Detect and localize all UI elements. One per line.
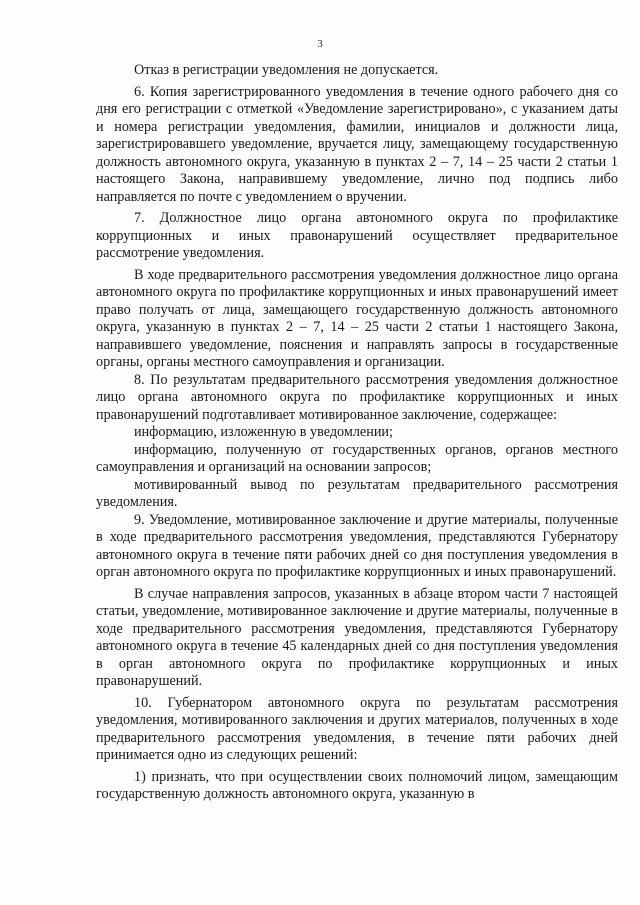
- document-body: [96, 62, 618, 804]
- paragraph-item-8: 8. По результатам предварительного рассмотрения уведомления должностное лицо органа автономного округа по профилактике коррупционных и иных правонарушений подготавливает мотивированное заключение, содержащее:: [96, 371, 618, 423]
- paragraph-item-9-requests: В случае направления запросов, указанных в абзаце втором части 7 настоящей статьи, уведомление, мотивированное заключение и другие материалы, полученные в ходе предварительного рассмотрения уведомления, представляются Губернатору автономного округа в течение 45 календарных дней со дня поступления уведомления в орган автономного округа по профилактике коррупционных и иных правонарушений.: [96, 585, 618, 689]
- paragraph-item-8-info-received: информацию, полученную от государственных органов, органов местного самоуправления и организаций на основании запросов;: [96, 441, 618, 475]
- page-number: 3: [317, 38, 323, 50]
- paragraph-item-10-decision-1: 1) признать, что при осуществлении своих полномочий лицом, замещающим государственную должность автономного округа, указанную в: [96, 768, 618, 802]
- paragraph-item-7: 7. Должностное лицо органа автономного округа по профилактике коррупционных и иных правонарушений осуществляет предварительное рассмотрение уведомления.: [96, 210, 618, 261]
- paragraph-item-8-info: информацию, изложенную в уведомлении;: [134, 424, 393, 440]
- paragraph-item-7-rights: В ходе предварительного рассмотрения уведомления должностное лицо органа автономного округа по профилактике коррупционных и иных правонарушений имеет право получать от лица, замещающего государственную должность автономного округа, указанную в пунктах 2 – 7, 14 – 25 части 2 статьи 1 настоящего Закона, направившего уведомление, пояснения и направлять запросы в государственные органы, органы местного самоуправления и организации.: [96, 266, 618, 370]
- paragraph-refusal: Отказ в регистрации уведомления не допускается.: [134, 62, 439, 78]
- paragraph-item-6: 6. Копия зарегистрированного уведомления в течение одного рабочего дня со дня его регистрации с отметкой «Уведомление зарегистрировано», с указанием даты и номера регистрации уведомления, фамилии, инициалов и должности лица, зарегистрировавшего уведомление, вручается лицу, замещающему государственную должность автономного округа, указанную в пунктах 2 – 7, 14 – 25 части 2 статьи 1 настоящего Закона, направившему уведомление, лично под подпись либо направляется по почте с уведомлением о вручении.: [96, 83, 618, 205]
- paragraph-item-9: 9. Уведомление, мотивированное заключение и другие материалы, полученные в ходе предварительного рассмотрения уведомления, представляются Губернатору автономного округа в течение пяти рабочих дней со дня поступления уведомления в орган автономного округа по профилактике коррупционных и иных правонарушений.: [96, 511, 618, 580]
- paragraph-item-8-conclusion: мотивированный вывод по результатам предварительного рассмотрения уведомления.: [96, 476, 618, 510]
- paragraph-item-10: 10. Губернатором автономного округа по результатам рассмотрения уведомления, мотивированного заключения и других материалов, полученных в ходе предварительного рассмотрения уведомления, в течение пяти рабочих дней принимается одно из следующих решений:: [96, 694, 618, 763]
